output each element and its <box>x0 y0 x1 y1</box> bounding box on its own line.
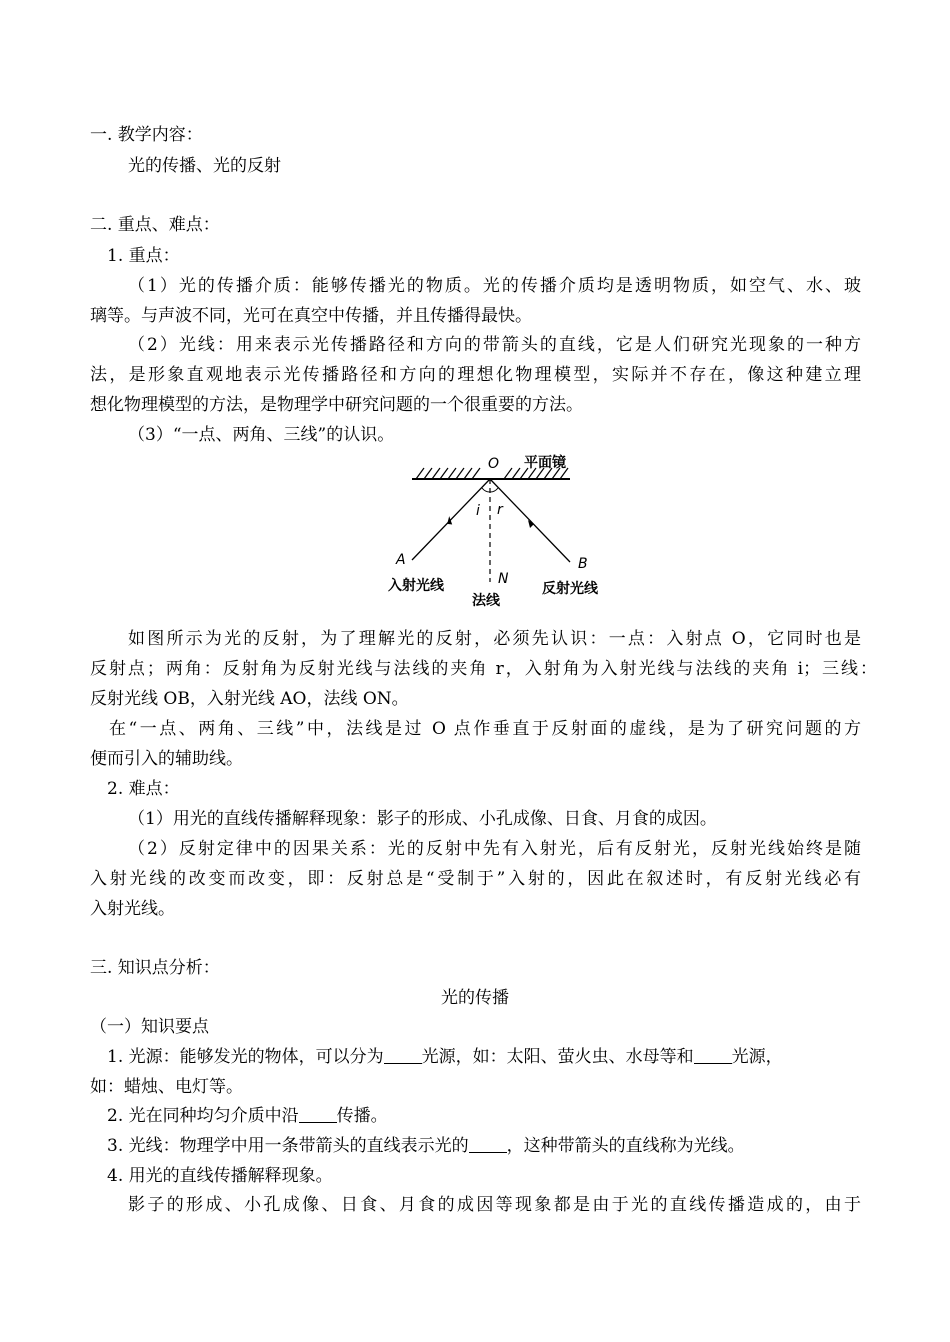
blank-field <box>384 1047 422 1064</box>
explain-line2: 反射点；两角：反射角为反射光线与法线的夹角 r，入射角为入射光线与法线的夹角 i；三线： <box>90 659 877 679</box>
item3 <box>107 1135 745 1157</box>
angle-r-label: r <box>497 502 503 518</box>
point-b-label: B <box>578 556 588 572</box>
diff-p2-line2: 入射光线的改变而改变，即：反射总是“受制于”入射的，因此在叙述时，有反射光线必有 <box>90 869 861 889</box>
diff-heading: 2. 难点： <box>107 779 180 799</box>
angle-i-arc <box>482 488 490 492</box>
normal-line2: 便而引入的辅助线。 <box>90 749 243 769</box>
reflected-ray-label: 反射光线 <box>542 581 598 597</box>
item1-line2: 如：蜡烛、电灯等。 <box>90 1077 243 1097</box>
item1-line1 <box>107 1046 783 1068</box>
diff-p2-line3: 入射光线。 <box>90 899 175 919</box>
item2-text-b: 传播。 <box>336 1106 388 1126</box>
section1-heading: 一. 教学内容： <box>90 125 203 145</box>
item3-text-a: 3. 光线：物理学中用一条带箭头的直线表示光的 <box>107 1136 469 1156</box>
incident-ray-label: 入射光线 <box>388 578 444 594</box>
key-p2-line2: 法，是形象直观地表示光传播路径和方向的理想化物理模型，实际并不存在，像这种建立理 <box>90 365 861 385</box>
reflection-diagram <box>382 452 622 614</box>
point-a-label: A <box>396 552 406 568</box>
blank-field <box>299 1106 337 1123</box>
section1-topic: 光的传播、光的反射 <box>128 156 281 176</box>
diff-p1: （1）用光的直线传播解释现象：影子的形成、小孔成像、日食、月食的成因。 <box>128 809 717 829</box>
angle-i-label: i <box>476 503 480 519</box>
angle-r-arc <box>490 488 498 492</box>
key-p3: （3）“一点、两角、三线”的认识。 <box>128 425 395 445</box>
diff-p2-line1: （2）反射定律中的因果关系：光的反射中先有入射光，后有反射光，反射光线始终是随 <box>128 839 861 859</box>
item4-paragraph: 影子的形成、小孔成像、日食、月食的成因等现象都是由于光的直线传播造成的，由于 <box>128 1195 861 1215</box>
item2-text-a: 2. 光在同种均匀介质中沿 <box>107 1106 299 1126</box>
key-p2-line3: 想化物理模型的方法，是物理学中研究问题的一个很重要的方法。 <box>90 395 583 415</box>
explain-line3: 反射光线 OB，入射光线 AO，法线 ON。 <box>90 689 409 709</box>
section3-subtitle: 光的传播 <box>441 988 509 1008</box>
normal-line1: 在“一点、两角、三线”中，法线是过 O 点作垂直于反射面的虚线，是为了研究问题的方 <box>109 719 861 739</box>
item2 <box>107 1105 388 1127</box>
normal-line-label: 法线 <box>472 593 500 609</box>
key-p2-line1: （2）光线：用来表示光传播路径和方向的带箭头的直线，它是人们研究光现象的一种方 <box>128 335 861 355</box>
item1-text-a: 1. 光源：能够发光的物体，可以分为 <box>107 1047 384 1067</box>
point-o-label: O <box>488 456 500 472</box>
mirror-label: 平面镜 <box>524 455 566 471</box>
point-n-label: N <box>498 571 509 587</box>
key-heading: 1. 重点： <box>107 246 180 266</box>
key-p1-line1: （1）光的传播介质：能够传播光的物质。光的传播介质均是透明物质，如空气、水、玻 <box>128 276 861 296</box>
section3-heading: 三. 知识点分析： <box>90 958 220 978</box>
item1-text-b: 光源，如：太阳、萤火虫、水母等和 <box>421 1047 694 1067</box>
reflected-ray <box>490 479 570 562</box>
item4: 4. 用光的直线传播解释现象。 <box>107 1166 333 1186</box>
section2-heading: 二. 重点、难点： <box>90 215 220 235</box>
item3-text-b: ，这种带箭头的直线称为光线。 <box>506 1136 745 1156</box>
blank-field <box>469 1136 507 1153</box>
key-p1-line2: 璃等。与声波不同，光可在真空中传播，并且传播得最快。 <box>90 306 532 326</box>
blank-field <box>694 1047 732 1064</box>
item1-text-c: 光源， <box>731 1047 783 1067</box>
sub-heading: （一）知识要点 <box>90 1017 209 1037</box>
incident-ray <box>412 479 490 560</box>
explain-line1: 如图所示为光的反射，为了理解光的反射，必须先认识：一点：入射点 O，它同时也是 <box>128 629 861 649</box>
